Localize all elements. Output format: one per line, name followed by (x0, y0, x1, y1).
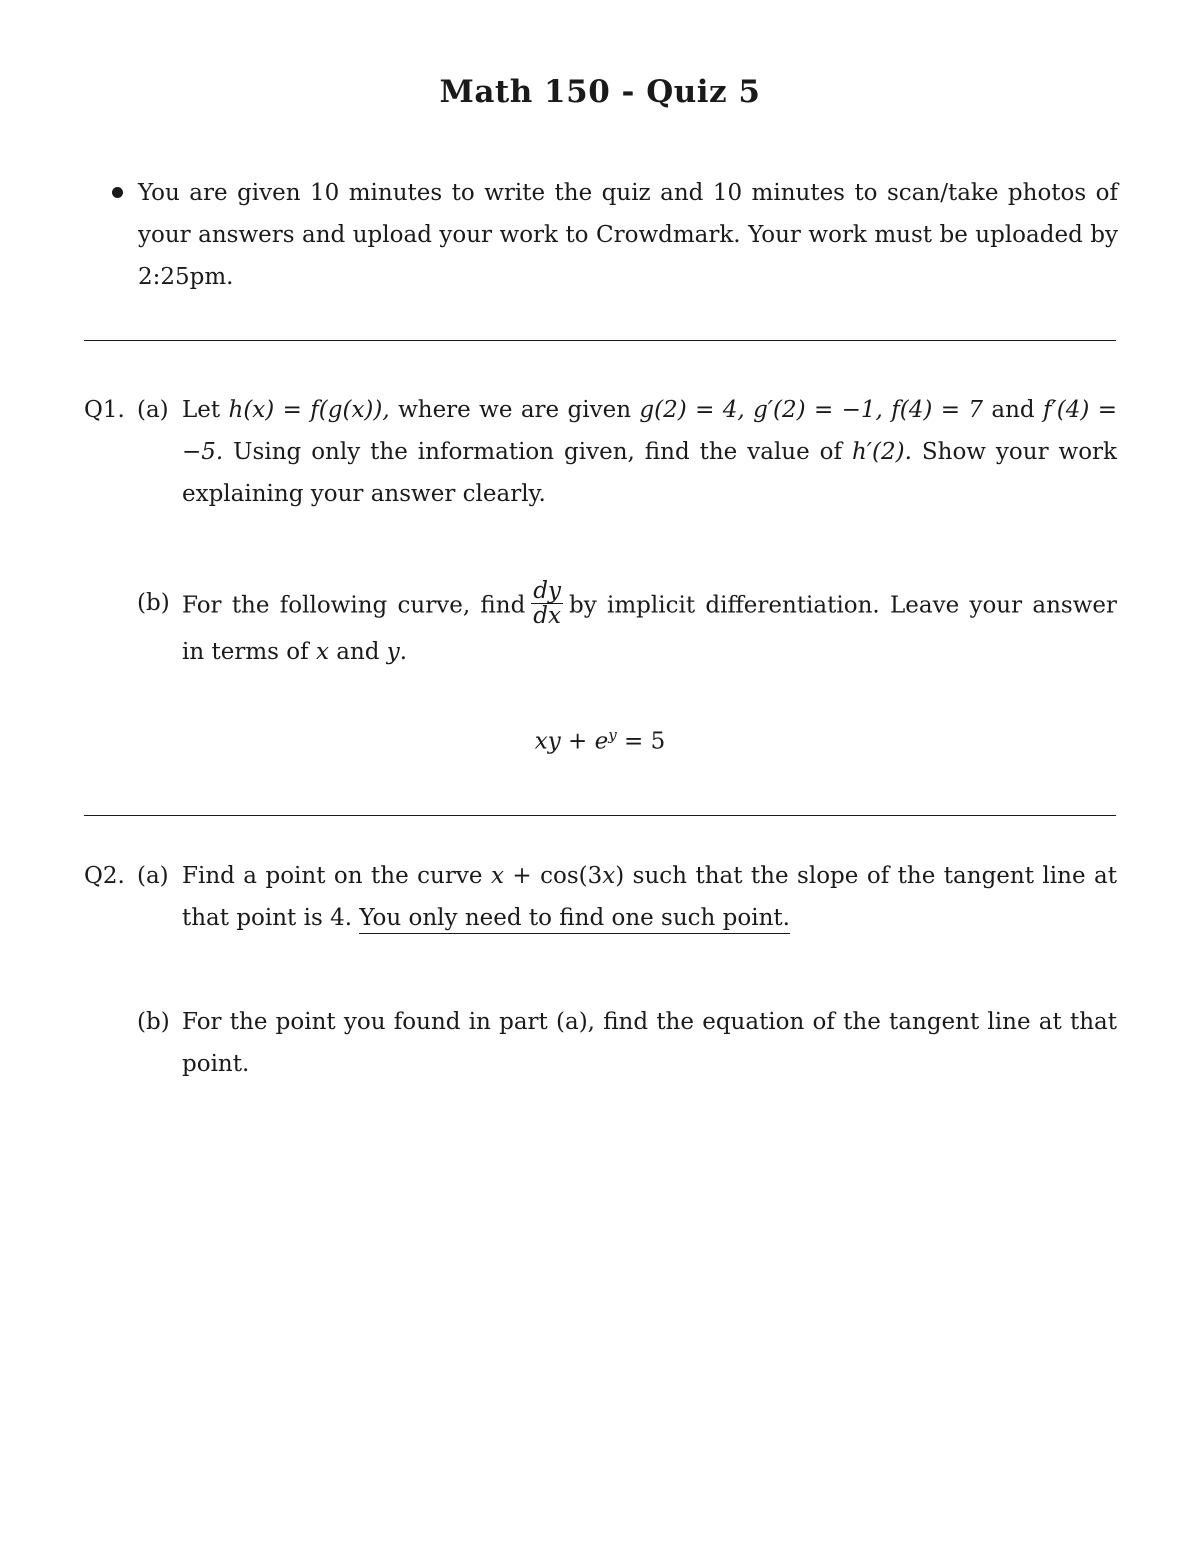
divider-2 (84, 815, 1116, 816)
divider-1 (84, 340, 1116, 341)
q2a-label: (a) (137, 863, 169, 889)
q2b-text: For the point you found in part (a), find the equation of the tangent line at that point. (182, 1009, 1117, 1077)
dy-dx-fraction: $\frac{dy}{dx}$ (533, 578, 562, 629)
q1b-text: For the following curve, find $\frac{dy}{dx}$ by implicit differentiation. Leave your answer in terms of x and y. (182, 578, 1117, 665)
page-title: Math 150 - Quiz 5 (439, 74, 761, 110)
q2a-text: Find a point on the curve x + cos(3x) such that the slope of the tangent line at that point is 4. You only need to find one such point. (182, 855, 1117, 939)
underlined-note: You only need to find one such point. (359, 905, 790, 934)
bullet-icon (112, 187, 123, 198)
q1-label: Q1. (84, 397, 125, 423)
q1b-label: (b) (137, 590, 170, 616)
curve-equation: xy + $e^y = 5$ (534, 726, 666, 755)
q2-label: Q2. (84, 863, 125, 889)
instructions-bullet (108, 172, 1118, 298)
q2b-label: (b) (137, 1009, 170, 1035)
instructions-text: You are given 10 minutes to write the quiz and 10 minutes to scan/take photos of your answers and upload your work to Crowdmark. Your work must be uploaded by 2:25pm. (138, 180, 1118, 290)
q1a-text: Let h(x) = f(g(x)), where we are given g(2) = 4, g′(2) = −1, f(4) = 7 and f′(4) = −5. Using only the information given, find the value of h′(2). Show your work explaining your answer clearly. (182, 397, 1117, 507)
q1a-label: (a) (137, 397, 169, 423)
